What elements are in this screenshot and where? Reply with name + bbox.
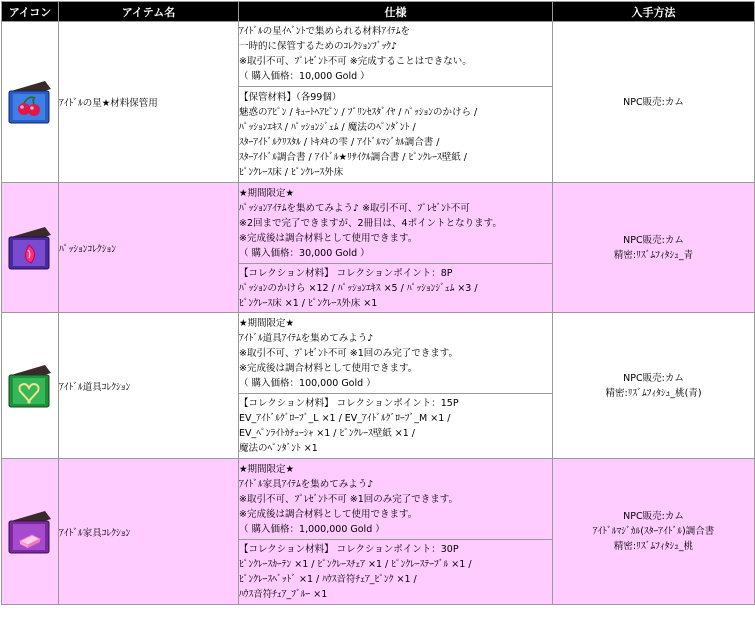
spec-line: ★期間限定★: [239, 187, 295, 199]
spec-line: ﾊﾟｯｼｮﾝｴｷｽ / ﾊﾟｯｼｮﾝｼﾞｪﾑ / 魔法のﾍﾟﾝﾀﾞﾝﾄ /: [239, 121, 416, 133]
spec-line: 一時的に保管するためのｺﾚｸｼｮﾝﾌﾞｯｸ♪: [239, 41, 398, 52]
spec-line: ﾊﾟｯｼｮﾝのかけら ×12 / ﾊﾟｯｼｮﾝｴｷｽ ×5 / ﾊﾟｯｼｮﾝｼﾞｪﾑ ×3 /: [239, 282, 478, 294]
spec-line: ※取引不可、ﾌﾟﾚｾﾞﾝﾄ不可 ※完成することはできない。: [239, 56, 472, 67]
header-icon: アイコン: [2, 2, 59, 22]
spec-line: （ 購入価格：30,000 Gold ）: [239, 247, 370, 259]
spec-line: ﾋﾟﾝｸﾚｰｽ床 ×1 / ﾋﾟﾝｸﾚｰｽ外床 ×1: [239, 297, 378, 309]
item-spec-materials: [239, 394, 553, 459]
obtain-line: 精密:ﾘｽﾞﾑﾌｨﾀｼｭ_桃: [613, 541, 694, 552]
spec-line: （ 購入価格：10,000 Gold ）: [239, 71, 370, 82]
table-row: [2, 313, 755, 394]
spec-line: ｽﾀｰｱｲﾄﾞﾙ調合書 / ｱｲﾄﾞﾙ★ﾘｻｲｸﾙ調合書 / ﾋﾟﾝｸﾚｰｽ壁紙 /: [239, 151, 467, 163]
item-name: ﾊﾟｯｼｮﾝｺﾚｸｼｮﾝ: [59, 183, 239, 313]
item-obtain-method: [553, 313, 755, 459]
table-row: [2, 22, 755, 87]
passion-book-icon: [5, 223, 55, 273]
spec-line: 【コレクション材料】 コレクションポイント：30P: [239, 544, 459, 555]
obtain-line: 精密:ﾘｽﾞﾑﾌｨﾀｼｭ_青: [613, 249, 694, 261]
spec-line: EV_ｱｲﾄﾞﾙｸﾞﾛｰﾌﾞ_L ×1 / EV_ｱｲﾄﾞﾙｸﾞﾛｰﾌﾞ_M ×1 /: [239, 413, 451, 424]
obtain-line: 精密:ﾘｽﾞﾑﾌｨﾀｼｭ_桃(青): [605, 387, 702, 399]
table-row: [2, 459, 755, 540]
spec-line: ※完成後は調合材料として使用できます。: [239, 232, 418, 244]
item-spec-materials: [239, 540, 553, 605]
spec-line: ｱｲﾄﾞﾙの星ｲﾍﾞﾝﾄで集められる材料ｱｲﾃﾑを: [239, 26, 411, 37]
item-obtain-method: [553, 459, 755, 605]
spec-line: 魅惑のｱﾋﾟﾝ / ｷｭｰﾄﾍｱﾋﾟﾝ / ﾌﾟﾘﾝｾｽﾀﾞｲﾔ / ﾊﾟｯｼｮﾝのかけら /: [239, 106, 478, 118]
spec-line: EV_ﾍﾟﾝﾗｲﾄｶﾁｭｰｼｬ ×1 / ﾋﾟﾝｸﾚｰｽ壁紙 ×1 /: [239, 428, 416, 439]
header-obtain: 入手方法: [553, 2, 755, 22]
item-spec-description: [239, 313, 553, 394]
spec-line: ※取引不可、ﾌﾟﾚｾﾞﾝﾄ不可 ※1回のみ完了できます。: [239, 493, 458, 505]
spec-line: ﾊﾟｯｼｮﾝｱｲﾃﾑを集めてみよう♪ ※取引不可、ﾌﾟﾚｾﾞﾝﾄ不可: [239, 202, 470, 214]
item-spec-description: [239, 22, 553, 87]
spec-line: ※完成後は調合材料として使用できます。: [239, 508, 418, 520]
heart-book-icon: [5, 361, 55, 411]
table-row: [2, 183, 755, 264]
obtain-line: NPC販売:カム: [623, 234, 684, 246]
item-name: ｱｲﾄﾞﾙの星★材料保管用: [59, 22, 239, 183]
spec-line: ※完成後は調合材料として使用できます。: [239, 362, 418, 374]
spec-line: ﾊｳｽ音符ﾁｪｱ_ﾌﾞﾙｰ ×1: [239, 589, 328, 600]
item-spec-description: [239, 183, 553, 264]
item-obtain-method: [553, 183, 755, 313]
spec-line: ※取引不可、ﾌﾟﾚｾﾞﾝﾄ不可 ※1回のみ完了できます。: [239, 347, 458, 359]
item-spec-description: [239, 459, 553, 540]
collection-item-table: [1, 1, 755, 605]
spec-line: 【保管材料】（各99個）: [239, 91, 342, 103]
spec-line: ﾋﾟﾝｸﾚｰｽﾍﾞｯﾄﾞ ×1 / ﾊｳｽ音符ﾁｪｱ_ﾋﾟﾝｸ ×1 /: [239, 574, 417, 585]
spec-line: 【コレクション材料】 コレクションポイント：15P: [239, 398, 459, 409]
spec-line: 魔法のﾍﾟﾝﾀﾞﾝﾄ ×1: [239, 443, 318, 454]
item-icon-cell: [2, 313, 59, 459]
spec-line: 【コレクション材料】 コレクションポイント：8P: [239, 267, 453, 279]
item-icon-cell: [2, 183, 59, 313]
obtain-line: NPC販売:カム: [623, 372, 684, 384]
spec-line: ｽﾀｰｱｲﾄﾞﾙｸﾘｽﾀﾙ / ﾄｷﾒｷの雫 / ｱｲﾄﾞﾙﾏｼﾞｶﾙ調合書 /: [239, 136, 440, 148]
spec-line: （ 購入価格：100,000 Gold ）: [239, 377, 376, 389]
spec-line: ★期間限定★: [239, 463, 295, 475]
item-name: ｱｲﾄﾞﾙ家具ｺﾚｸｼｮﾝ: [59, 459, 239, 605]
spec-line: ｱｲﾄﾞﾙ道具ｱｲﾃﾑを集めてみよう♪: [239, 332, 374, 344]
item-icon-cell: [2, 459, 59, 605]
item-name: ｱｲﾄﾞﾙ道具ｺﾚｸｼｮﾝ: [59, 313, 239, 459]
spec-line: ★期間限定★: [239, 317, 295, 329]
header-spec: 仕様: [239, 2, 553, 22]
spec-line: ﾋﾟﾝｸﾚｰｽ床 / ﾋﾟﾝｸﾚｰｽ外床: [239, 166, 344, 178]
item-spec-materials: [239, 264, 553, 313]
header-item-name: アイテム名: [59, 2, 239, 22]
spec-line: ﾋﾟﾝｸﾚｰｽｶｰﾃﾝ ×1 / ﾋﾟﾝｸﾚｰｽﾁｪｱ ×1 / ﾋﾟﾝｸﾚｰｽﾃｰﾌﾞﾙ ×1 /: [239, 559, 472, 570]
obtain-line: NPC販売:カム: [623, 96, 684, 108]
item-spec-materials: [239, 87, 553, 183]
table-header-row: [2, 2, 755, 22]
obtain-line: ｱｲﾄﾞﾙﾏｼﾞｶﾙ(ｽﾀｰｱｲﾄﾞﾙ)調合書: [592, 526, 715, 537]
cherry-book-icon: [5, 77, 55, 127]
obtain-line: NPC販売:カム: [623, 511, 684, 522]
furniture-book-icon: [5, 507, 55, 557]
spec-line: ※2回まで完了できますが、2冊目は、4ポイントとなります。: [239, 217, 502, 229]
item-icon-cell: [2, 22, 59, 183]
spec-line: （ 購入価格：1,000,000 Gold ）: [239, 523, 385, 535]
item-obtain-method: [553, 22, 755, 183]
spec-line: ｱｲﾄﾞﾙ家具ｱｲﾃﾑを集めてみよう♪: [239, 478, 374, 490]
